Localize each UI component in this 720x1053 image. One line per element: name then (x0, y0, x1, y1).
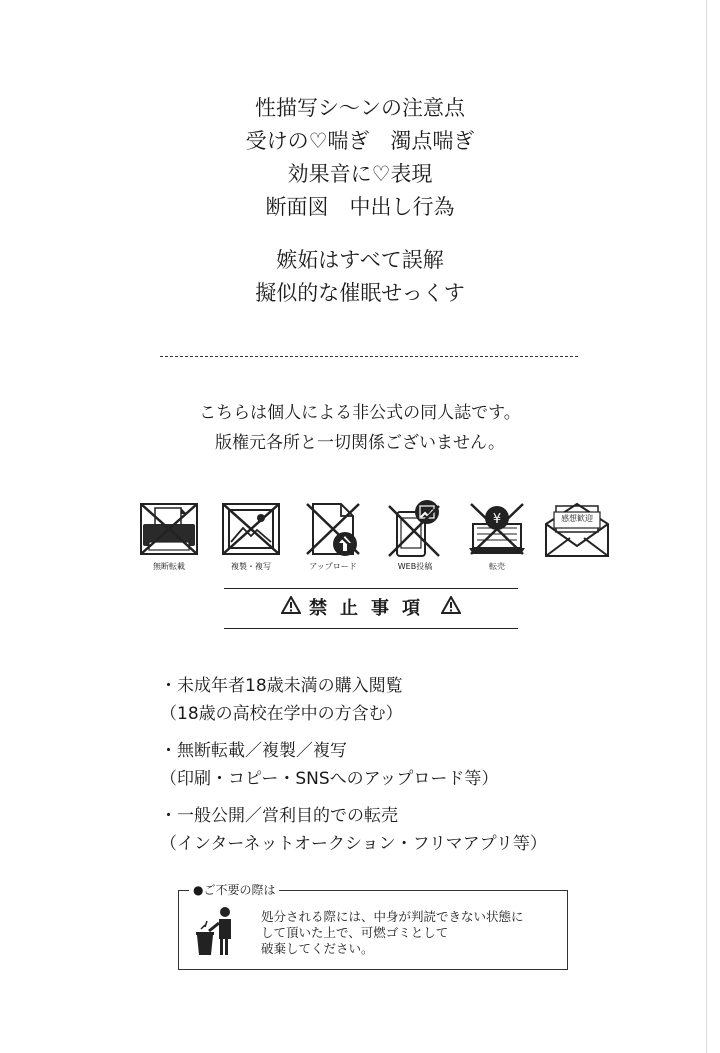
rule-detail: （印刷・コピー・SNSへのアップロード等） (160, 769, 499, 789)
rule-main: ・一般公開／営利目的での転売 (160, 806, 398, 826)
svg-text:¥: ¥ (492, 512, 502, 527)
notice-line-2: 版権元各所と一切関係ございません。 (214, 433, 506, 453)
printer-prohibited-icon (135, 498, 203, 560)
disclaimer-notice (0, 398, 720, 458)
rule-detail: （インターネットオークション・フリマアプリ等） (160, 834, 547, 854)
disposal-line: 破棄してください。 (261, 941, 374, 956)
notice-line-1: こちらは個人による非公式の同人誌です。 (199, 403, 521, 423)
disposal-title: ●ご不要の際は (189, 882, 279, 898)
icon-label: 転売 (489, 562, 505, 571)
rule-detail: （18歳の高校在学中の方含む） (160, 704, 403, 724)
prohibited-list (160, 672, 620, 867)
warning-line: 性描写シ～ンの注意点 (255, 96, 465, 120)
disposal-line: して頂いた上で、可燃ゴミとして (261, 925, 449, 940)
disposal-text (261, 909, 561, 957)
web-post-prohibited-icon (381, 498, 449, 560)
warning-line: 嫉妬はすべて誤解 (276, 248, 444, 272)
prohibited-rule-bottom (224, 628, 518, 629)
dashed-divider (160, 356, 578, 357)
icon-label: アップロード (309, 562, 357, 571)
prohibition-icons-row (133, 498, 613, 578)
icon-cell-web (379, 498, 451, 576)
rule-main: ・未成年者18歳未満の購入閲覧 (160, 676, 403, 696)
trash-person-icon (193, 905, 241, 961)
icon-label: WEB投稿 (397, 562, 433, 571)
warning-icon (281, 592, 301, 626)
icon-cell-resale (461, 498, 533, 576)
list-item (160, 737, 620, 793)
envelope-label: 感想歓迎 (561, 514, 593, 523)
list-item (160, 802, 620, 858)
list-item (160, 672, 620, 728)
prohibited-rule-top (224, 588, 518, 589)
icon-label: 複製・複写 (231, 562, 271, 571)
copy-prohibited-icon (217, 498, 285, 560)
resale-prohibited-icon (463, 498, 531, 560)
prohibited-title: 禁止事項 (309, 598, 433, 619)
icon-cell-printer (133, 498, 205, 576)
icon-cell-copy (215, 498, 287, 576)
disposal-box (178, 883, 568, 970)
warning-line: 断面図 中出し行為 (265, 195, 455, 219)
disposal-line: 処分される際には、中身が判読できない状態に (261, 909, 524, 924)
icon-label: 無断転載 (153, 562, 185, 571)
warning-icon (441, 592, 461, 626)
upload-prohibited-icon (299, 498, 367, 560)
warning-line: 受けの♡喘ぎ 濁点喘ぎ (245, 129, 475, 153)
rule-main: ・無断転載／複製／複写 (160, 741, 347, 761)
icon-cell-upload (297, 498, 369, 576)
envelope-icon (542, 498, 612, 560)
prohibited-heading (224, 592, 518, 626)
icon-cell-envelope (541, 498, 613, 576)
warning-line: 擬似的な催眠せっくす (255, 281, 465, 305)
content-warnings (0, 92, 720, 310)
warning-line: 効果音に♡表現 (287, 162, 433, 186)
